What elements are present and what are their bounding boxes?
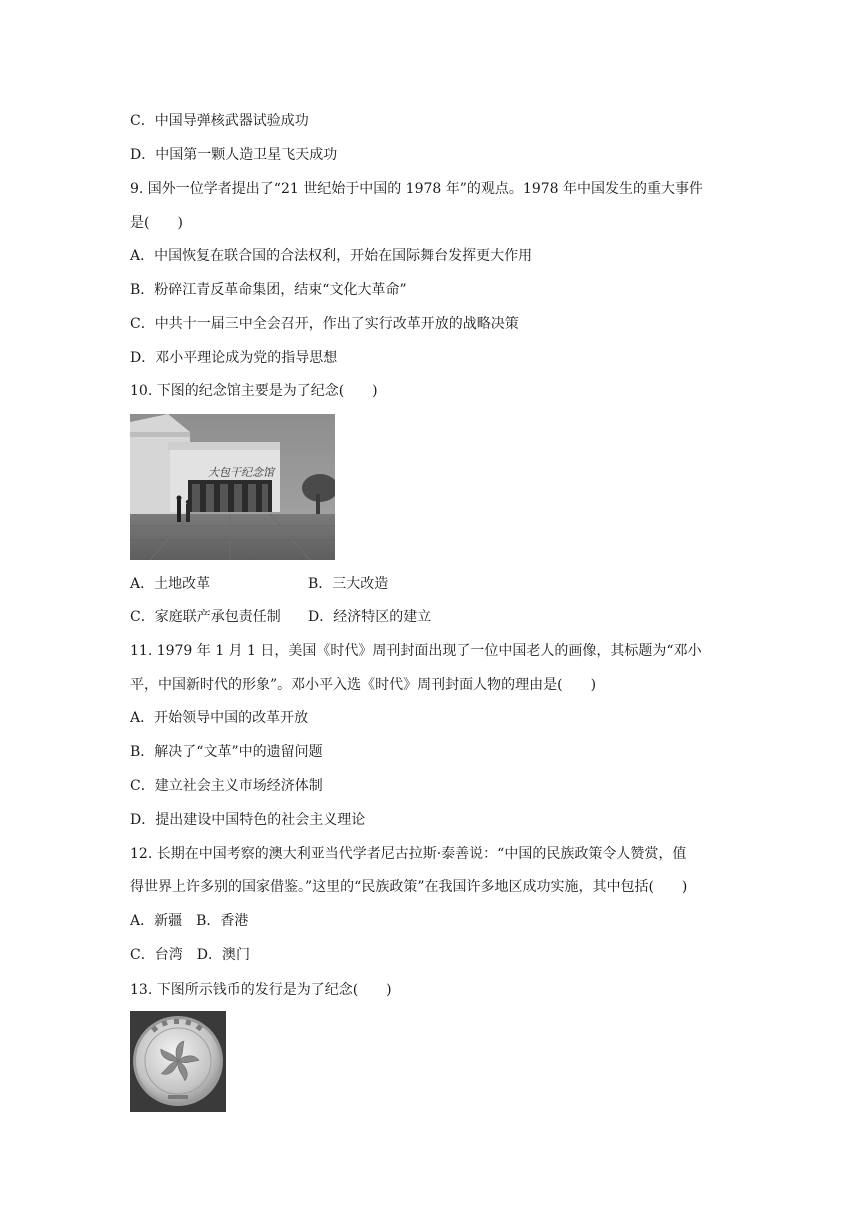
q9-option-d: D．邓小平理论成为党的指导思想 [130, 350, 338, 366]
q11-stem-line-1: 11. 1979 年 1 月 1 日，美国《时代》周刊封面出现了一位中国老人的画像，其标题为“邓小 [130, 643, 702, 659]
q9-option-c: C．中共十一届三中全会召开，作出了实行改革开放的战略决策 [130, 316, 519, 332]
q9-option-a: A．中国恢复在联合国的合法权利，开始在国际舞台发挥更大作用 [130, 248, 533, 264]
q9-option-b: B．粉碎江青反革命集团，结束“文化大革命” [130, 282, 407, 298]
q11-stem-line-2: 平，中国新时代的形象”。邓小平入选《时代》周刊封面人物的理由是( ) [130, 677, 597, 693]
q10-option-d: D．经济特区的建立 [308, 609, 432, 625]
q10-options-row-2 [130, 607, 431, 627]
q12-option-a: A．新疆 [130, 913, 183, 929]
q11-option-c: C．建立社会主义市场经济体制 [130, 778, 323, 794]
q8-option-d: D．中国第一颗人造卫星飞天成功 [130, 147, 338, 163]
q12-option-b: B．香港 [196, 913, 249, 929]
q12-option-d: D．澳门 [196, 947, 250, 963]
q12-stem-line-2: 得世界上许多别的国家借鉴。”这里的“民族政策”在我国许多地区成功实施，其中包括( ) [130, 879, 688, 895]
q8-option-c: C．中国导弹核武器试验成功 [130, 113, 309, 129]
q10-option-c: C．家庭联产承包责任制 [130, 609, 281, 625]
q11-option-b: B．解决了“文革”中的遗留问题 [130, 744, 323, 760]
memorial-hall-sign: 大包干纪念馆 [208, 466, 274, 479]
q10-option-a: A．土地改革 [130, 576, 211, 592]
q10-options-row-1 [130, 574, 388, 594]
q12-stem-line-1: 12. 长期在中国考察的澳大利亚当代学者尼古拉斯·泰善说：“中国的民族政策令人赞赏，值 [130, 846, 687, 862]
q13-stem: 13. 下图所示钱币的发行是为了纪念( ) [130, 982, 392, 998]
q12-option-c: C．台湾 [130, 947, 183, 963]
q10-stem: 10. 下图的纪念馆主要是为了纪念( ) [130, 383, 378, 399]
commemorative-coin-photo [130, 1011, 226, 1112]
q9-stem-line-2: 是( ) [130, 215, 183, 231]
memorial-hall-photo [130, 414, 335, 560]
q9-stem-line-1: 9. 国外一位学者提出了“21 世纪始于中国的 1978 年”的观点。1978 年中国发生的重大事件 [130, 181, 703, 197]
q12-options-row-2 [130, 945, 250, 965]
q11-option-a: A．开始领导中国的改革开放 [130, 710, 309, 726]
q12-options-row-1 [130, 911, 248, 931]
q10-option-b: B．三大改造 [308, 576, 389, 592]
q11-option-d: D．提出建设中国特色的社会主义理论 [130, 812, 366, 828]
